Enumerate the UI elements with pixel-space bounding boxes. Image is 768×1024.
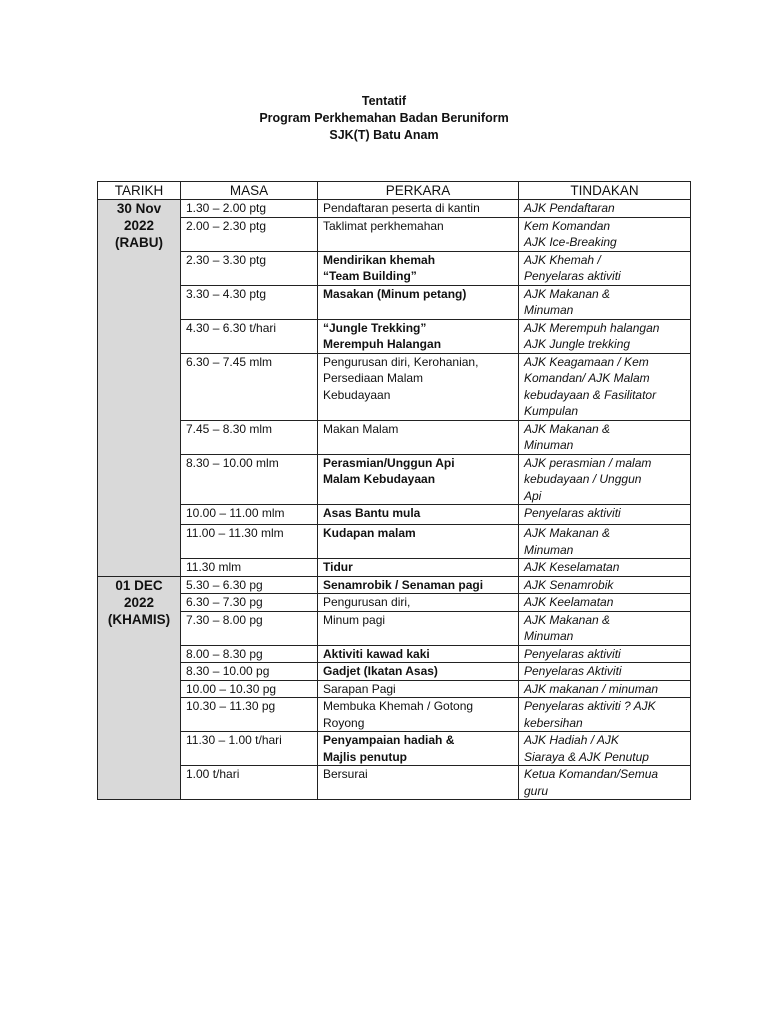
activity-cell: Gadjet (Ikatan Asas) bbox=[318, 663, 519, 681]
table-row bbox=[98, 732, 691, 766]
time-cell: 8.30 – 10.00 mlm bbox=[181, 454, 318, 505]
action-cell: AJK Khemah / Penyelaras aktiviti bbox=[519, 251, 691, 285]
table-row bbox=[98, 611, 691, 645]
table-row bbox=[98, 251, 691, 285]
schedule-table bbox=[97, 181, 691, 800]
activity-cell: Makan Malam bbox=[318, 420, 519, 454]
action-cell: AJK makanan / minuman bbox=[519, 680, 691, 698]
date-line: 2022 bbox=[123, 594, 155, 610]
table-row bbox=[98, 319, 691, 353]
time-cell: 4.30 – 6.30 t/hari bbox=[181, 319, 318, 353]
activity-cell: Membuka Khemah / Gotong Royong bbox=[318, 698, 519, 732]
activity-cell: Pengurusan diri, Kerohanian, Persediaan Malam Kebudayaan bbox=[318, 353, 519, 420]
table-row bbox=[98, 353, 691, 420]
time-cell: 6.30 – 7.45 mlm bbox=[181, 353, 318, 420]
time-cell: 11.30 mlm bbox=[181, 559, 318, 577]
table-row bbox=[98, 420, 691, 454]
time-cell: 8.00 – 8.30 pg bbox=[181, 645, 318, 663]
table-row bbox=[98, 559, 691, 577]
date-line: 2022 bbox=[123, 218, 155, 233]
table-row bbox=[98, 766, 691, 800]
table-row bbox=[98, 200, 691, 218]
action-cell: AJK Makanan & Minuman bbox=[519, 611, 691, 645]
action-cell: AJK Makanan & Minuman bbox=[519, 420, 691, 454]
table-row bbox=[98, 285, 691, 319]
table-row bbox=[98, 576, 691, 594]
time-cell: 3.30 – 4.30 ptg bbox=[181, 285, 318, 319]
date-line: (KHAMIS) bbox=[107, 611, 171, 627]
action-cell: Penyelaras aktiviti bbox=[519, 505, 691, 525]
time-cell: 5.30 – 6.30 pg bbox=[181, 576, 318, 594]
action-cell: AJK Keelamatan bbox=[519, 594, 691, 612]
date-line: (RABU) bbox=[115, 235, 163, 250]
table-row bbox=[98, 525, 691, 559]
action-cell: AJK Keagamaan / Kem Komandan/ AJK Malam kebudayaan & Fasilitator Kumpulan bbox=[519, 353, 691, 420]
action-cell: Penyelaras Aktiviti bbox=[519, 663, 691, 681]
action-cell: Kem Komandan AJK Ice-Breaking bbox=[519, 217, 691, 251]
action-cell: AJK perasmian / malam kebudayaan / Unggun Api bbox=[519, 454, 691, 505]
activity-cell: Mendirikan khemah “Team Building” bbox=[318, 251, 519, 285]
column-header: TINDAKAN bbox=[519, 182, 691, 200]
time-cell: 10.00 – 11.00 mlm bbox=[181, 505, 318, 525]
action-cell: AJK Pendaftaran bbox=[519, 200, 691, 218]
action-cell: AJK Makanan & Minuman bbox=[519, 285, 691, 319]
activity-cell: Aktiviti kawad kaki bbox=[318, 645, 519, 663]
activity-cell: Minum pagi bbox=[318, 611, 519, 645]
activity-cell: Asas Bantu mula bbox=[318, 505, 519, 525]
activity-cell: Masakan (Minum petang) bbox=[318, 285, 519, 319]
time-cell: 7.45 – 8.30 mlm bbox=[181, 420, 318, 454]
date-line: 30 Nov bbox=[116, 201, 162, 216]
action-cell: Penyelaras aktiviti bbox=[519, 645, 691, 663]
time-cell: 6.30 – 7.30 pg bbox=[181, 594, 318, 612]
schedule-body bbox=[98, 200, 691, 800]
activity-cell: Senamrobik / Senaman pagi bbox=[318, 576, 519, 594]
heading-line-2: Program Perkhemahan Badan Beruniform bbox=[259, 111, 509, 125]
action-cell: AJK Senamrobik bbox=[519, 576, 691, 594]
action-cell: AJK Merempuh halangan AJK Jungle trekking bbox=[519, 319, 691, 353]
activity-cell: Taklimat perkhemahan bbox=[318, 217, 519, 251]
time-cell: 10.30 – 11.30 pg bbox=[181, 698, 318, 732]
column-header: TARIKH bbox=[98, 182, 181, 200]
action-cell: AJK Hadiah / AJK Siaraya & AJK Penutup bbox=[519, 732, 691, 766]
table-row bbox=[98, 663, 691, 681]
activity-cell: Penyampaian hadiah & Majlis penutup bbox=[318, 732, 519, 766]
action-cell: AJK Makanan & Minuman bbox=[519, 525, 691, 559]
time-cell: 2.30 – 3.30 ptg bbox=[181, 251, 318, 285]
table-row bbox=[98, 454, 691, 505]
action-cell: AJK Keselamatan bbox=[519, 559, 691, 577]
date-cell bbox=[98, 576, 181, 800]
time-cell: 1.30 – 2.00 ptg bbox=[181, 200, 318, 218]
table-row bbox=[98, 505, 691, 525]
heading-line-3: SJK(T) Batu Anam bbox=[329, 128, 439, 142]
time-cell: 7.30 – 8.00 pg bbox=[181, 611, 318, 645]
table-row bbox=[98, 680, 691, 698]
time-cell: 2.00 – 2.30 ptg bbox=[181, 217, 318, 251]
activity-cell: Bersurai bbox=[318, 766, 519, 800]
time-cell: 8.30 – 10.00 pg bbox=[181, 663, 318, 681]
activity-cell: Perasmian/Unggun Api Malam Kebudayaan bbox=[318, 454, 519, 505]
table-row bbox=[98, 217, 691, 251]
document-heading bbox=[0, 93, 768, 144]
time-cell: 1.00 t/hari bbox=[181, 766, 318, 800]
activity-cell: Tidur bbox=[318, 559, 519, 577]
activity-cell: Pengurusan diri, bbox=[318, 594, 519, 612]
column-header: PERKARA bbox=[318, 182, 519, 200]
activity-cell: Pendaftaran peserta di kantin bbox=[318, 200, 519, 218]
action-cell: Ketua Komandan/Semua guru bbox=[519, 766, 691, 800]
time-cell: 11.30 – 1.00 t/hari bbox=[181, 732, 318, 766]
table-row bbox=[98, 645, 691, 663]
activity-cell: Kudapan malam bbox=[318, 525, 519, 559]
date-line: 01 DEC bbox=[115, 577, 163, 593]
heading-line-1: Tentatif bbox=[361, 94, 407, 108]
column-header: MASA bbox=[181, 182, 318, 200]
table-row bbox=[98, 698, 691, 732]
activity-cell: “Jungle Trekking” Merempuh Halangan bbox=[318, 319, 519, 353]
action-cell: Penyelaras aktiviti ? AJK kebersihan bbox=[519, 698, 691, 732]
time-cell: 10.00 – 10.30 pg bbox=[181, 680, 318, 698]
table-header-row bbox=[98, 182, 691, 200]
time-cell: 11.00 – 11.30 mlm bbox=[181, 525, 318, 559]
activity-cell: Sarapan Pagi bbox=[318, 680, 519, 698]
date-cell bbox=[98, 200, 181, 577]
table-row bbox=[98, 594, 691, 612]
